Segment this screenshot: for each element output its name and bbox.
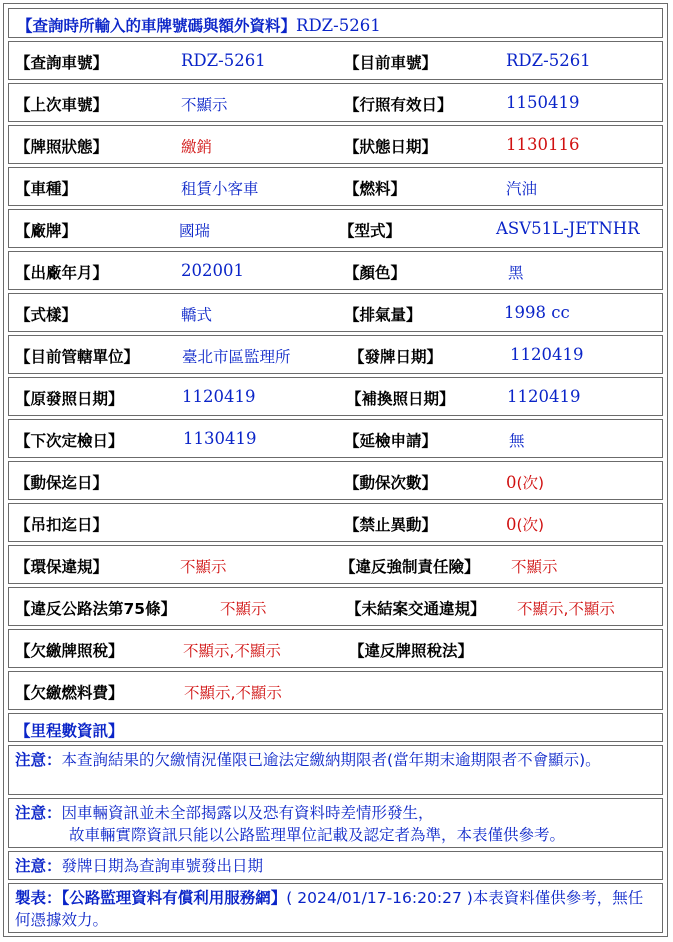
row-manufacture-date	[8, 251, 663, 290]
label-open-traffic-violation: 【未結案交通違規】	[346, 600, 486, 618]
row-plate	[8, 41, 663, 80]
label-body-style: 【式樣】	[15, 306, 78, 324]
value-license-valid-date: 1150419	[506, 93, 580, 112]
value-reissue-date: 1120419	[507, 387, 581, 406]
value-plate-issue-date: 1120419	[510, 345, 584, 364]
note-row-1	[8, 745, 663, 795]
note-text: 發牌日期為查詢車號發出日期	[61, 857, 264, 875]
note-row-3	[8, 851, 663, 880]
label-license-tax-violation: 【違反牌照稅法】	[349, 642, 474, 660]
label-original-issue-date: 【原發照日期】	[15, 390, 124, 408]
label-previous-plate: 【上次車號】	[15, 96, 109, 114]
label-plate-status: 【牌照狀態】	[15, 138, 109, 156]
value-unpaid-fuel-fee: 不顯示,不顯示	[184, 684, 282, 702]
row-environmental-violation	[8, 545, 663, 584]
label-unpaid-fuel-fee: 【欠繳燃料費】	[15, 684, 124, 702]
value-status-date: 1130116	[506, 135, 580, 154]
note-2	[15, 802, 658, 846]
value-insurance-violation: 不顯示	[511, 558, 558, 576]
row-plate-status	[8, 125, 663, 164]
value-unpaid-license-tax: 不顯示,不顯示	[183, 642, 281, 660]
label-chattel-mortgage-count: 【動保次數】	[344, 474, 438, 492]
label-transfer-ban: 【禁止異動】	[344, 516, 438, 534]
label-manufacture-date: 【出廠年月】	[15, 264, 109, 282]
footer-row	[8, 883, 663, 933]
value-original-issue-date: 1120419	[182, 387, 256, 406]
mileage-label: 【里程數資訊】	[15, 722, 124, 740]
footer-time: ( 2024/01/17-16:20:27 )	[286, 889, 473, 907]
note-label: 注意：	[15, 804, 62, 822]
value-displacement: 1998 cc	[504, 303, 570, 322]
value-highway-act-violation: 不顯示	[220, 600, 267, 618]
value-model: ASV51L-JETNHR	[496, 219, 640, 238]
footer-source: 【公路監理資料有償利用服務網】	[61, 889, 287, 907]
value-inspection-extension: 無	[509, 432, 525, 450]
label-current-plate: 【目前車號】	[344, 54, 438, 72]
count-unit: (次)	[516, 516, 545, 534]
value-fuel: 汽油	[506, 180, 538, 198]
value-brand: 國瑞	[179, 222, 211, 240]
mileage-row	[8, 713, 663, 742]
title-label: 【查詢時所輸入的車牌號碼與額外資料】	[17, 17, 297, 35]
label-model: 【型式】	[339, 222, 402, 240]
row-chattel-mortgage	[8, 461, 663, 500]
label-inspection-extension: 【延檢申請】	[344, 432, 438, 450]
label-displacement: 【排氣量】	[344, 306, 422, 324]
value-vehicle-type: 租賃小客車	[181, 180, 259, 198]
value-next-inspection: 1130419	[183, 429, 257, 448]
label-suspension-end: 【吊扣迄日】	[15, 516, 109, 534]
note-text: 本查詢結果的欠繳情況僅限已逾法定繳納期限者(當年期末逾期限者不會顯示)。	[61, 751, 601, 769]
value-chattel-mortgage-count	[506, 471, 544, 493]
footer-text	[15, 887, 658, 931]
value-jurisdiction: 臺北市區監理所	[182, 348, 291, 366]
label-status-date: 【狀態日期】	[344, 138, 438, 156]
row-jurisdiction	[8, 335, 663, 374]
label-license-valid-date: 【行照有效日】	[344, 96, 453, 114]
value-query-plate: RDZ-5261	[181, 51, 266, 70]
note-text-line-2: 故車輛實際資訊只能以公路監理單位記載及認定者為準，本表僅供參考。	[69, 826, 566, 844]
value-environmental-violation: 不顯示	[180, 558, 227, 576]
footer-disclaimer: 本表資料僅供參考，無任何憑據效力。	[15, 889, 644, 929]
row-unpaid-fuel-fee	[8, 671, 663, 710]
title	[17, 14, 381, 36]
row-body-style	[8, 293, 663, 332]
value-manufacture-date: 202001	[181, 261, 244, 280]
title-plate: RDZ-5261	[296, 16, 381, 35]
label-query-plate: 【查詢車號】	[15, 54, 109, 72]
value-body-style: 轎式	[181, 306, 213, 324]
value-open-traffic-violation: 不顯示,不顯示	[517, 600, 615, 618]
row-vehicle-type	[8, 167, 663, 206]
label-vehicle-type: 【車種】	[15, 180, 78, 198]
footer-label: 製表：	[15, 889, 62, 907]
value-previous-plate: 不顯示	[181, 96, 228, 114]
count-number: 0	[506, 515, 517, 534]
note-label: 注意：	[15, 857, 62, 875]
row-brand	[8, 209, 663, 248]
label-highway-act-violation: 【違反公路法第75條】	[15, 600, 177, 618]
row-next-inspection	[8, 419, 663, 458]
value-transfer-ban	[506, 513, 544, 535]
label-plate-issue-date: 【發牌日期】	[349, 348, 443, 366]
label-jurisdiction: 【目前管轄單位】	[15, 348, 140, 366]
label-unpaid-license-tax: 【欠繳牌照稅】	[15, 642, 124, 660]
value-color: 黑	[508, 264, 524, 282]
row-original-issue-date	[8, 377, 663, 416]
note-1	[15, 749, 658, 771]
label-brand: 【廠牌】	[15, 222, 78, 240]
value-current-plate: RDZ-5261	[506, 51, 591, 70]
label-next-inspection: 【下次定檢日】	[15, 432, 124, 450]
note-row-2	[8, 798, 663, 848]
label-insurance-violation: 【違反強制責任險】	[340, 558, 480, 576]
label-chattel-mortgage-end: 【動保迄日】	[15, 474, 109, 492]
note-text-line-1: 因車輛資訊並未全部揭露以及恐有資料時差情形發生，	[61, 804, 434, 822]
label-reissue-date: 【補換照日期】	[346, 390, 455, 408]
row-previous-plate	[8, 83, 663, 122]
label-fuel: 【燃料】	[344, 180, 407, 198]
label-color: 【顏色】	[344, 264, 407, 282]
title-row	[8, 8, 663, 38]
count-number: 0	[506, 473, 517, 492]
label-environmental-violation: 【環保違規】	[15, 558, 109, 576]
count-unit: (次)	[516, 474, 545, 492]
row-highway-act-violation	[8, 587, 663, 626]
row-suspension	[8, 503, 663, 542]
row-unpaid-license-tax	[8, 629, 663, 668]
value-plate-status: 繳銷	[181, 138, 213, 156]
note-label: 注意：	[15, 751, 62, 769]
note-3	[15, 855, 658, 877]
vehicle-info-table	[3, 3, 668, 937]
